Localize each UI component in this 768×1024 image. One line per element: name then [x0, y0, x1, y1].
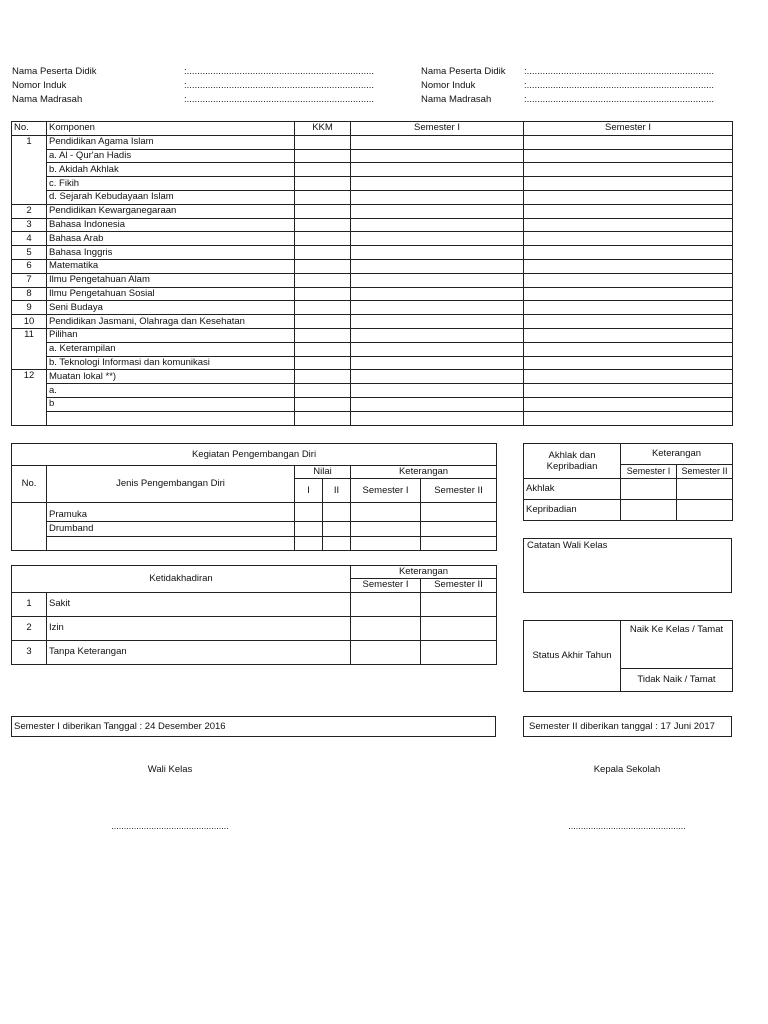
attendance-no: 3	[12, 640, 47, 664]
sem2-cell[interactable]	[524, 328, 733, 342]
sem2-cell[interactable]	[524, 259, 733, 273]
grades-row	[12, 301, 733, 315]
sem2-cell[interactable]	[524, 246, 733, 260]
sem1-cell[interactable]	[351, 177, 524, 191]
character-row	[524, 478, 733, 499]
kkm-cell[interactable]	[295, 232, 351, 246]
sem1-cell[interactable]	[351, 287, 524, 301]
grades-row	[12, 273, 733, 287]
development-header-nilai: Nilai	[295, 466, 351, 479]
grades-row	[12, 218, 733, 232]
grades-row	[12, 177, 733, 191]
grades-subject: Matematika	[47, 259, 295, 273]
semester2-date: Semester II diberikan tanggal : 17 Juni 2017	[523, 716, 732, 737]
final-status-table	[523, 620, 733, 692]
sem1-cell[interactable]	[351, 204, 524, 218]
attendance-type: Sakit	[47, 592, 351, 616]
grades-row	[12, 315, 733, 329]
sem1-cell[interactable]	[621, 499, 677, 520]
identity-left-label-2: Nama Madrasah	[12, 94, 83, 105]
grades-row	[12, 397, 733, 411]
kkm-cell[interactable]	[295, 163, 351, 177]
kkm-cell[interactable]	[295, 397, 351, 411]
nilai-i-cell[interactable]	[295, 503, 323, 522]
semester1-date: Semester I diberikan Tanggal : 24 Desember 2016	[11, 716, 496, 737]
homeroom-notes-title: Catatan Wali Kelas	[527, 540, 608, 551]
grades-row	[12, 411, 733, 425]
kkm-cell[interactable]	[295, 177, 351, 191]
grades-subject: a. Keterampilan	[47, 342, 295, 356]
nilai-i-cell[interactable]	[295, 537, 323, 551]
nilai-ii-cell[interactable]	[323, 522, 351, 537]
grades-row	[12, 259, 733, 273]
development-header-sem2: Semester II	[421, 479, 497, 503]
sem2-cell[interactable]	[524, 384, 733, 398]
sem1-cell[interactable]	[351, 411, 524, 425]
grades-header-row	[12, 122, 733, 136]
sem1-cell[interactable]	[351, 135, 524, 149]
identity-left-label-0: Nama Peserta Didik	[12, 66, 97, 77]
character-label: Akhlak	[524, 478, 621, 499]
attendance-row	[12, 592, 497, 616]
grades-subject: b. Akidah Akhlak	[47, 163, 295, 177]
character-header-keterangan: Keterangan	[621, 444, 733, 465]
sem1-cell[interactable]	[351, 356, 524, 370]
sem2-cell[interactable]	[524, 315, 733, 329]
grades-header-kkm: KKM	[295, 122, 351, 136]
attendance-table	[11, 565, 497, 665]
character-header-sem1: Semester I	[621, 465, 677, 479]
sem2-cell[interactable]	[524, 287, 733, 301]
grades-subject: c. Fikih	[47, 177, 295, 191]
homeroom-notes[interactable]	[523, 538, 732, 593]
attendance-header-sem2: Semester II	[421, 579, 497, 593]
sem1-cell[interactable]	[351, 149, 524, 163]
principal-label: Kepala Sekolah	[593, 764, 661, 775]
development-row	[12, 522, 497, 537]
sem2-cell[interactable]	[524, 273, 733, 287]
grades-row	[12, 246, 733, 260]
development-header-jenis: Jenis Pengembangan Diri	[47, 466, 295, 503]
kkm-cell[interactable]	[295, 370, 351, 384]
kkm-cell[interactable]	[295, 356, 351, 370]
kkm-cell[interactable]	[295, 204, 351, 218]
sem1-cell[interactable]	[351, 259, 524, 273]
attendance-no: 2	[12, 616, 47, 640]
grades-row	[12, 342, 733, 356]
sem1-cell[interactable]	[351, 301, 524, 315]
development-activity	[47, 537, 295, 551]
kkm-cell[interactable]	[295, 328, 351, 342]
grades-no: 1	[12, 135, 47, 204]
sem2-cell[interactable]	[524, 177, 733, 191]
principal-signature-line[interactable]: ...............................................	[568, 821, 686, 831]
grades-row	[12, 356, 733, 370]
sem2-cell[interactable]	[524, 204, 733, 218]
grades-row	[12, 204, 733, 218]
sem2-cell[interactable]	[524, 232, 733, 246]
character-header-sem2: Semester II	[677, 465, 733, 479]
naik-kelas-option[interactable]: Naik Ke Kelas / Tamat	[621, 621, 733, 669]
grades-subject: d. Sejarah Kebudayaan Islam	[47, 190, 295, 204]
kkm-cell[interactable]	[295, 246, 351, 260]
grades-row	[12, 384, 733, 398]
sem1-cell[interactable]	[351, 537, 421, 551]
grades-no: 10	[12, 315, 47, 329]
identity-left-value-2[interactable]: :.......................................................................	[184, 94, 375, 105]
character-label: Kepribadian	[524, 499, 621, 520]
grades-row	[12, 190, 733, 204]
grades-subject: b. Teknologi Informasi dan komunikasi	[47, 356, 295, 370]
kkm-cell[interactable]	[295, 149, 351, 163]
sem2-cell[interactable]	[421, 592, 497, 616]
development-activity: Drumband	[47, 522, 295, 537]
sem1-cell[interactable]	[351, 273, 524, 287]
sem2-cell[interactable]	[524, 135, 733, 149]
attendance-row	[12, 616, 497, 640]
grades-subject: b	[47, 397, 295, 411]
tidak-naik-option[interactable]: Tidak Naik / Tamat	[621, 669, 733, 692]
kkm-cell[interactable]	[295, 259, 351, 273]
sem1-cell[interactable]	[351, 640, 421, 664]
development-no	[12, 503, 47, 551]
kkm-cell[interactable]	[295, 218, 351, 232]
grades-subject: Pendidikan Kewarganegaraan	[47, 204, 295, 218]
sem2-cell[interactable]	[677, 478, 733, 499]
identity-left-label-1: Nomor Induk	[12, 80, 67, 91]
sem2-cell[interactable]	[524, 397, 733, 411]
development-header-nilai-ii: II	[323, 479, 351, 503]
homeroom-teacher-signature-line[interactable]: ...............................................	[111, 821, 229, 831]
sem2-cell[interactable]	[524, 163, 733, 177]
sem2-cell[interactable]	[421, 616, 497, 640]
grades-row	[12, 232, 733, 246]
sem1-cell[interactable]	[351, 232, 524, 246]
development-row	[12, 503, 497, 522]
identity-right-label-2: Nama Madrasah	[421, 94, 492, 105]
grades-row	[12, 328, 733, 342]
character-title: Akhlak dan Kepribadian	[524, 444, 621, 479]
sem2-cell[interactable]	[421, 503, 497, 522]
attendance-row	[12, 640, 497, 664]
grades-no: 2	[12, 204, 47, 218]
sem2-cell[interactable]	[677, 499, 733, 520]
sem2-cell[interactable]	[421, 640, 497, 664]
grades-row	[12, 287, 733, 301]
development-header-sem1: Semester I	[351, 479, 421, 503]
grades-subject: Bahasa Inggris	[47, 246, 295, 260]
identity-left-value-1[interactable]: :.......................................................................	[184, 80, 375, 91]
grades-no: 12	[12, 370, 47, 425]
grades-row	[12, 163, 733, 177]
kkm-cell[interactable]	[295, 190, 351, 204]
sem2-cell[interactable]	[524, 149, 733, 163]
grades-subject: Ilmu Pengetahuan Sosial	[47, 287, 295, 301]
final-status-label: Status Akhir Tahun	[524, 621, 621, 692]
grades-subject: Bahasa Arab	[47, 232, 295, 246]
sem1-cell[interactable]	[351, 522, 421, 537]
grades-no: 6	[12, 259, 47, 273]
kkm-cell[interactable]	[295, 315, 351, 329]
sem2-cell[interactable]	[524, 370, 733, 384]
sem1-cell[interactable]	[351, 592, 421, 616]
grades-subject: Ilmu Pengetahuan Alam	[47, 273, 295, 287]
grades-no: 4	[12, 232, 47, 246]
grades-subject: Seni Budaya	[47, 301, 295, 315]
grades-header-komponen: Komponen	[47, 122, 295, 136]
nilai-i-cell[interactable]	[295, 522, 323, 537]
attendance-header-sem1: Semester I	[351, 579, 421, 593]
development-header-nilai-i: I	[295, 479, 323, 503]
sem1-cell[interactable]	[351, 397, 524, 411]
grades-no: 3	[12, 218, 47, 232]
sem1-cell[interactable]	[351, 315, 524, 329]
sem2-cell[interactable]	[421, 537, 497, 551]
kkm-cell[interactable]	[295, 384, 351, 398]
grades-row	[12, 135, 733, 149]
grades-subject: Pilihan	[47, 328, 295, 342]
kkm-cell[interactable]	[295, 135, 351, 149]
development-header-no: No.	[12, 466, 47, 503]
development-title: Kegiatan Pengembangan Diri	[12, 444, 497, 466]
sem1-cell[interactable]	[351, 616, 421, 640]
grades-row	[12, 370, 733, 384]
attendance-title: Ketidakhadiran	[12, 566, 351, 593]
grades-row	[12, 149, 733, 163]
sem1-cell[interactable]	[621, 478, 677, 499]
nilai-ii-cell[interactable]	[323, 537, 351, 551]
grades-no: 9	[12, 301, 47, 315]
development-header-keterangan: Keterangan	[351, 466, 497, 479]
attendance-type: Izin	[47, 616, 351, 640]
identity-right-label-0: Nama Peserta Didik	[421, 66, 506, 77]
grades-header-sem2: Semester I	[524, 122, 733, 136]
sem2-cell[interactable]	[524, 190, 733, 204]
kkm-cell[interactable]	[295, 273, 351, 287]
sem1-cell[interactable]	[351, 190, 524, 204]
character-table	[523, 443, 733, 521]
identity-right-value-1[interactable]: :.......................................................................	[524, 80, 715, 91]
grades-no: 11	[12, 328, 47, 369]
grades-subject: a. Al - Qur'an Hadis	[47, 149, 295, 163]
grades-header-sem1: Semester I	[351, 122, 524, 136]
sem1-cell[interactable]	[351, 163, 524, 177]
sem2-cell[interactable]	[524, 342, 733, 356]
grades-subject: Muatan lokal **)	[47, 370, 295, 384]
kkm-cell[interactable]	[295, 287, 351, 301]
homeroom-teacher-label: Wali Kelas	[147, 764, 193, 775]
grades-no: 5	[12, 246, 47, 260]
kkm-cell[interactable]	[295, 342, 351, 356]
sem1-cell[interactable]	[351, 384, 524, 398]
kkm-cell[interactable]	[295, 411, 351, 425]
grades-header-no: No.	[12, 122, 47, 136]
grades-subject: Pendidikan Agama Islam	[47, 135, 295, 149]
attendance-type: Tanpa Keterangan	[47, 640, 351, 664]
development-table	[11, 443, 497, 551]
sem1-cell[interactable]	[351, 503, 421, 522]
character-row	[524, 499, 733, 520]
identity-right-value-2[interactable]: :.......................................................................	[524, 94, 715, 105]
development-activity: Pramuka	[47, 503, 295, 522]
sem1-cell[interactable]	[351, 342, 524, 356]
kkm-cell[interactable]	[295, 301, 351, 315]
sem1-cell[interactable]	[351, 328, 524, 342]
grades-table	[11, 121, 733, 426]
grades-no: 7	[12, 273, 47, 287]
identity-left-value-0[interactable]: :.......................................................................	[184, 66, 375, 77]
attendance-no: 1	[12, 592, 47, 616]
attendance-header-keterangan: Keterangan	[351, 566, 497, 579]
sem2-cell[interactable]	[524, 301, 733, 315]
grades-no: 8	[12, 287, 47, 301]
sem2-cell[interactable]	[524, 356, 733, 370]
sem1-cell[interactable]	[351, 370, 524, 384]
sem1-cell[interactable]	[351, 246, 524, 260]
sem2-cell[interactable]	[421, 522, 497, 537]
identity-right-label-1: Nomor Induk	[421, 80, 476, 91]
sem1-cell[interactable]	[351, 218, 524, 232]
grades-subject: Pendidikan Jasmani, Olahraga dan Kesehatan	[47, 315, 295, 329]
grades-subject: a.	[47, 384, 295, 398]
grades-subject	[47, 411, 295, 425]
sem2-cell[interactable]	[524, 411, 733, 425]
grades-subject: Bahasa Indonesia	[47, 218, 295, 232]
development-row	[12, 537, 497, 551]
identity-right-value-0[interactable]: :.......................................................................	[524, 66, 715, 77]
nilai-ii-cell[interactable]	[323, 503, 351, 522]
sem2-cell[interactable]	[524, 218, 733, 232]
